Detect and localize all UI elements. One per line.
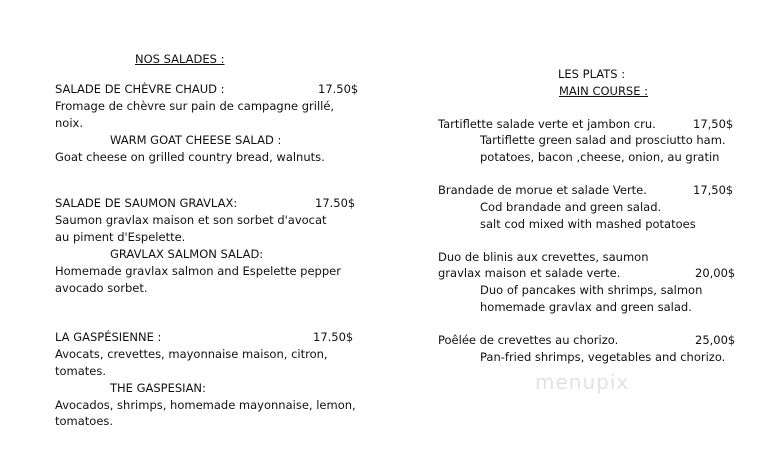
item-name: Brandade de morue et salade Verte. [438,183,647,197]
item-desc-en: Tartiflette green salad and prosciutto ham. [480,133,726,147]
item-price: 17,50$ [693,183,734,197]
item-name: LA GASPÉSIENNE : [55,330,162,344]
item-name: Poêlée de crevettes au chorizo. [438,333,619,347]
item-desc-fr: au piment d'Espelette. [55,230,186,244]
salades-heading: NOS SALADES : [135,52,225,66]
item-desc-fr: noix. [55,116,83,130]
item-name: Tartiflette salade verte et jambon cru. [438,117,656,131]
item-name-en: GRAVLAX SALMON SALAD: [110,247,264,261]
item-desc-en: salt cod mixed with mashed potatoes [480,217,696,231]
item-name: Duo de blinis aux crevettes, saumon [438,250,649,264]
item-price: 17.50$ [318,82,359,96]
item-name: SALADE DE SAUMON GRAVLAX: [55,196,238,210]
item-price: 17.50$ [315,196,356,210]
item-price: 17,50$ [693,117,734,131]
item-desc-en: Goat cheese on grilled country bread, walnuts. [55,150,325,164]
item-desc-en: Avocados, shrimps, homemade mayonnaise, lemon, [55,398,356,412]
item-price: 25,00$ [695,333,736,347]
item-name: SALADE DE CHÈVRE CHAUD : [55,82,225,96]
item-desc-en: Duo of pancakes with shrimps, salmon [480,283,703,297]
item-name-en: WARM GOAT CHEESE SALAD : [110,133,282,147]
item-price: 17.50$ [313,330,354,344]
item-desc-fr: Saumon gravlax maison et son sorbet d'avocat [55,213,327,227]
item-desc-fr: Avocats, crevettes, mayonnaise maison, citron, [55,347,328,361]
item-desc-en: potatoes, bacon ,cheese, onion, au gratin [480,150,720,164]
item-price: 20,00$ [695,266,736,280]
item-desc-fr: Fromage de chèvre sur pain de campagne grillé, [55,99,335,113]
item-desc-en: Homemade gravlax salmon and Espelette pepper [55,264,341,278]
item-desc-en: tomatoes. [55,414,114,428]
item-name-en: THE GASPESIAN: [110,381,206,395]
item-desc-fr: tomates. [55,364,107,378]
watermark: menupix [535,370,630,394]
item-name: gravlax maison et salade verte. [438,266,621,280]
plats-heading-en: MAIN COURSE : [559,84,649,98]
item-desc-en: Pan-fried shrimps, vegetables and chorizo. [480,350,726,364]
plats-heading: LES PLATS : [558,67,626,81]
item-desc-en: Cod brandade and green salad. [480,200,662,214]
item-desc-en: homemade gravlax and green salad. [480,300,692,314]
item-desc-en: avocado sorbet. [55,281,148,295]
